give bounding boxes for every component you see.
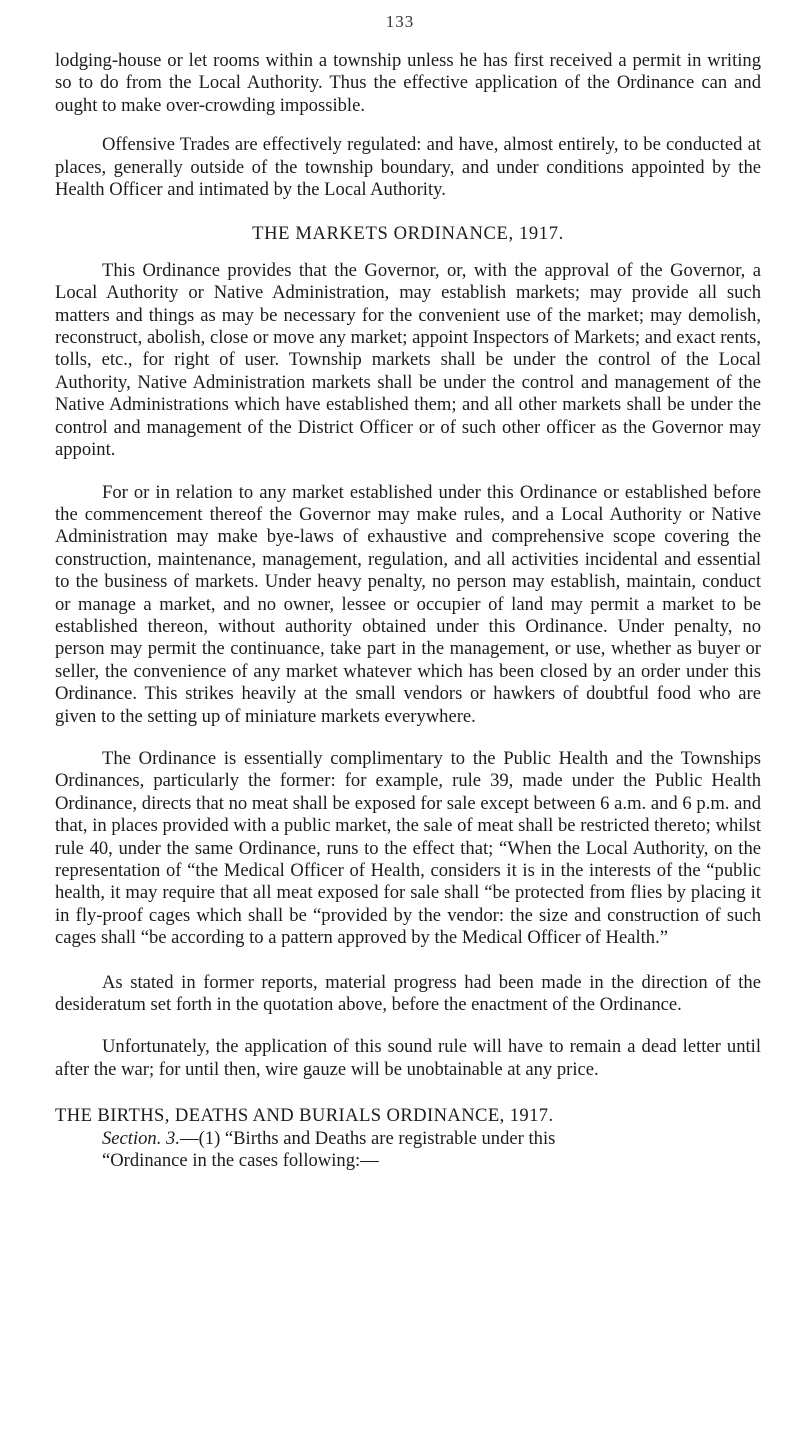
section-three-line	[55, 1128, 761, 1150]
paragraph-offensive-trades: Offensive Trades are effectively regulated: and have, almost entirely, to be conducted at places, generally outside of the township boundary, and under conditions appointed by the Health Officer and intimated by the Local Authority.	[55, 134, 761, 201]
section-text: —(1) “Births and Deaths are registrable under this	[179, 1127, 556, 1149]
paragraph-market-rules: For or in relation to any market established under this Ordinance or established before the commencement thereof the Governor may make rules, and a Local Authority or Native Administration may make bye-laws of exhaustive and comprehensive scope covering the construction, maintenance, management, regulation, and all activities incidental and essential to the business of markets. Under heavy penalty, no person may establish, maintain, conduct or manage a market, and no owner, lessee or occupier of land may permit a market to be established thereon, without authority obtained under this Ordinance. Under penalty, no person may permit the continuance, take part in the management, or use, whether as buyer or seller, the convenience of any market whatever which has been closed by an order under this Ordinance. This strikes heavily at the small vendors or hawkers of doubtful food who are given to the setting up of miniature markets everywhere.	[55, 481, 761, 727]
section-label: Section. 3.	[102, 1127, 180, 1149]
paragraph-progress: As stated in former reports, material progress had been made in the direction of the desideratum set forth in the quotation above, before the enactment of the Ordinance.	[55, 971, 761, 1016]
heading-markets-ordinance: THE MARKETS ORDINANCE, 1917.	[252, 223, 564, 245]
paragraph-public-health: The Ordinance is essentially complimentary to the Public Health and the Townships Ordinances, particularly the former: for example, rule 39, made under the Public Health Ordinance, directs that no meat shall be exposed for sale except between 6 a.m. and 6 p.m. and that, in places provided with a public market, the sale of meat shall be restricted thereto; whilst rule 40, under the same Ordinance, runs to the effect that; “When the Local Authority, on the representation of “the Medical Officer of Health, considers it is in the interests of the “public health, it may require that all meat exposed for sale shall “be protected from flies by placing it in fly-proof cages which shall be “provided by the vendor: the size and construction of such cages shall “be according to a pattern approved by the Medical Officer of Health.”	[55, 747, 761, 949]
heading-births-deaths-ordinance: THE BIRTHS, DEATHS AND BURIALS ORDINANCE, 1917.	[55, 1105, 554, 1127]
page-number: 133	[385, 12, 415, 31]
body-text	[55, 50, 761, 1172]
section-continuation: “Ordinance in the cases following:—	[102, 1150, 379, 1172]
paragraph-dead-letter: Unfortunately, the application of this sound rule will have to remain a dead letter until after the war; for until then, wire gauze will be unobtainable at any price.	[55, 1036, 761, 1080]
paragraph-lodging-house: lodging-house or let rooms within a township unless he has first received a permit in writing so to do from the Local Authority. Thus the effective application of the Ordinance can and ought to make over-crowding impossible.	[55, 50, 761, 116]
paragraph-markets-provisions: This Ordinance provides that the Governor, or, with the approval of the Governor, a Local Authority or Native Administration, may establish markets; may provide all such matters and things as may be necessary for the convenient use of the market; may demolish, reconstruct, abolish, close or move any market; appoint Inspectors of Markets; and exact rents, tolls, etc., for right of user. Township markets shall be under the control of the Local Authority, Native Administration markets shall be under the control and management of the Native Administrations which have established them; and all other markets shall be under the control and management of the District Officer or of such other officer as the Governor may appoint.	[55, 259, 761, 461]
